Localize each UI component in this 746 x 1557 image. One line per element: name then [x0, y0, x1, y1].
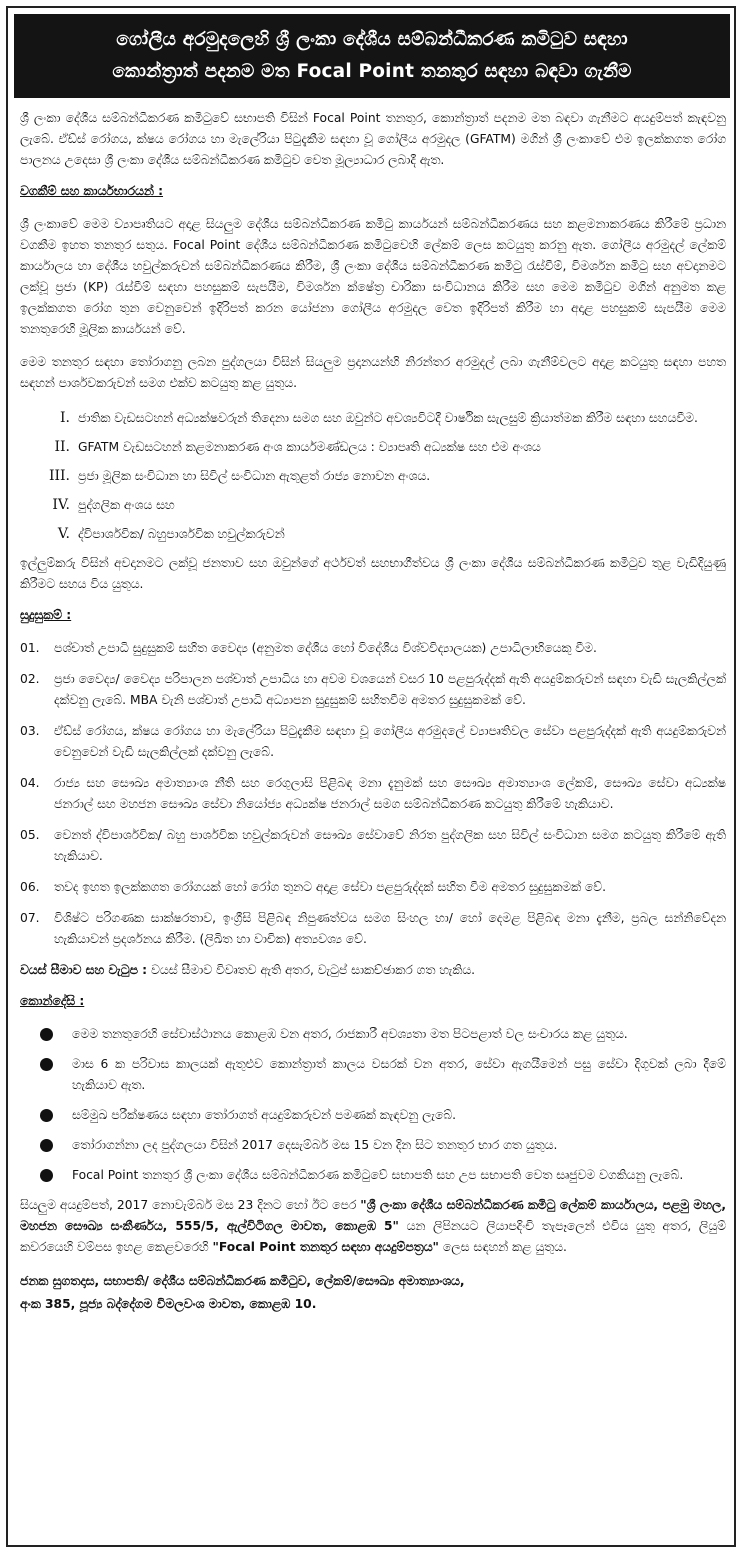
- bullet-icon: [40, 1169, 53, 1182]
- list-number: 01.: [20, 641, 40, 655]
- duties-paragraph-3: ඉල්ලුම්කරු විසින් අවදානමට ලක්වූ ජනතාව සහ ඔවුන්ගේ අර්ථවත් සහභාගීත්වය ශ්‍රී ලංකා දේශීය සම්බන්ධීකරණ කමිටුව තුළ වැඩිදියුණු කිරීමට සහය විය යුතුය.: [20, 556, 726, 591]
- closing-text-2: යන ලිපිනයට ලියාපදිංචි තැපෑලෙන් එවිය යුතු අතර, ලියුම් කවරයෙහි වම්පස ඉහළ කෙළවරෙහි: [20, 1219, 726, 1254]
- duties-heading: වගකීම් සහ කාර්යභාරයන් :: [20, 184, 164, 198]
- age-salary-line: [20, 960, 726, 981]
- list-text: GFATM වැඩසටහන් කළමනාකරණ අංශ කාර්යමණ්ඩලය : ව්‍යාපෘති අධ්‍යක්ෂ සහ එම අංශය: [78, 440, 541, 454]
- list-item: [20, 1054, 726, 1096]
- list-item: [20, 908, 726, 950]
- qualifications-heading: සුදුසුකම් :: [20, 608, 72, 622]
- advertisement-body: [20, 108, 726, 1316]
- list-item: [20, 1165, 726, 1186]
- list-text: ප්‍රජා වෛද්‍ය/ වෛද්‍ය පරිපාලන පශ්චාත් උපාධිය හා අවම වශයෙන් වසර 10 පළපුරුද්දක් ඇති අයදුම්කරුවන් සඳහා වැඩි සැලකිල්ලක් දක්වනු ලැබේ. MBA වැනි පශ්චාත් උපාධි අධ්‍යාපන සුදුසුකම් සහිතවීම අමතර සුදුසුකමක් වේ.: [54, 672, 726, 707]
- list-text: සම්මුඛ පරීක්ෂණය සඳහා තෝරාගත් අයදුම්කරුවන් පමණක් කැඳවනු ලැබේ.: [72, 1108, 457, 1122]
- list-number: 07.: [20, 911, 40, 925]
- closing-text-3: ලෙස සඳහන් කළ යුතුය.: [438, 1240, 567, 1254]
- age-text: වයස් සීමාව විවෘතව ඇති අතර, වැටුප් සාකච්ඡාකර ගත හැකිය.: [151, 963, 476, 977]
- list-number: IV.: [52, 497, 70, 513]
- conditions-heading: කොන්දේසි :: [20, 994, 85, 1008]
- list-item: [20, 524, 726, 545]
- list-item: [20, 408, 726, 429]
- bullet-icon: [40, 1058, 53, 1071]
- list-item: [20, 437, 726, 458]
- closing-text-1: සියලුම අයදුම්පත්, 2017 නොවැම්බර් මස 23 දිනට හෝ ඊට පෙර: [20, 1198, 361, 1212]
- list-number: II.: [54, 439, 70, 455]
- age-heading: වයස් සීමාව සහ වැටුප :: [20, 963, 148, 977]
- list-number: 04.: [20, 776, 40, 790]
- list-item: [20, 721, 726, 763]
- list-text: ජාතික වැඩසටහන් අධ්‍යක්ෂවරුන් තිදෙනා සමග සහ ඔවුන්ට අවශ්‍යවිටදී වාර්ෂික සැලසුම් ක්‍රියාත්මක කිරීම සඳහා සහයවීම.: [78, 411, 698, 425]
- list-item: [20, 1105, 726, 1126]
- list-item: [20, 1135, 726, 1156]
- intro-paragraph: ශ්‍රී ලංකා දේශීය සම්බන්ධීකරණ කමිටුවේ සභාපති විසින් Focal Point තනතුර, කොන්ත්‍රාත් පදනම මත බඳවා ගැනීමට අයදුම්පත් කැඳවනු ලැබේ. ඒඩ්ස් රෝගය, ක්ෂය රෝගය හා මැලේරියා පිටුදැකීම සඳහා වූ ගෝලීය අරමුදල (GFATM) මගින් ශ්‍රී ලංකාවේ එම ඉලක්කගත රෝග පාලනය උදෙසා ශ්‍රී ලංකා දේශීය සම්බන්ධීකරණ කමිටුව වෙත මූල්‍යාධාර ලබාදී ඇත.: [20, 111, 726, 167]
- list-item: [20, 825, 726, 867]
- list-item: [20, 1024, 726, 1045]
- list-item: [20, 669, 726, 711]
- list-text: වෙනත් ද්විපාර්ශවික/ බහු පාර්ශවික හවුල්කරුවන් සෞඛ්‍ය සේවාවේ නිරත පුද්ගලික සහ සිවිල් සංවිධාන සමග කටයුතු කිරීමේ ඇති හැකියාව.: [54, 828, 726, 863]
- closing-mark: "Focal Point තනතුර සඳහා අයදුම්පත්‍රය": [212, 1240, 439, 1254]
- qualifications-list: [20, 638, 726, 950]
- application-instructions: [20, 1195, 726, 1258]
- bullet-icon: [40, 1109, 53, 1122]
- signatory-line-2: අංක 385, පූජ්‍ය බද්දේගම විමලවංශ මාවත, කොළඹ 10.: [20, 1297, 317, 1311]
- list-text: පුද්ගලික අංශය සහ: [78, 498, 175, 512]
- list-number: 03.: [20, 724, 40, 738]
- list-item: [20, 466, 726, 487]
- page-title-banner: [14, 14, 730, 98]
- list-number: V.: [57, 526, 70, 542]
- list-text: මාස 6 ක පරිවාස කාලයක් ඇතුළුව කොන්ත්‍රාත් කාලය වසරක් වන අතර, සේවා ඇගයීමෙන් පසු සේවා දිගුවක් ලබා දීමේ හැකියාව ඇත.: [72, 1057, 726, 1092]
- list-number: I.: [60, 410, 70, 426]
- list-text: තෝරාගන්නා ලද පුද්ගලයා විසින් 2017 දෙසැම්බර් මස 15 වන දින සිට තනතුර භාර ගත යුතුය.: [72, 1138, 558, 1152]
- list-text: තවද ඉහත ඉලක්කගත රෝගයක් හෝ රෝග තුනට අදාළ සේවා පළපුරුද්දක් සහිත වීම අමතර සුදුසුකමක් වේ.: [54, 880, 607, 894]
- list-text: Focal Point තනතුර ශ්‍රී ලංකා දේශීය සම්බන්ධීකරණ කමිටුවේ සභාපති සහ උප සභාපති වෙත සෘජුවම වගකියනු ලැබේ.: [72, 1168, 684, 1182]
- title-line-2: කොන්ත්‍රාත් පදනම මත Focal Point තනතුර සඳහා බඳවා ගැනීම: [112, 61, 632, 82]
- list-text: ප්‍රජා මූලික සංවිධාන හා සිවිල් සංවිධාන ඇතුළත් රාජ්‍ය නොවන අංශය.: [78, 469, 431, 483]
- signature-block: [20, 1270, 726, 1316]
- list-number: III.: [48, 468, 70, 484]
- list-number: 05.: [20, 828, 40, 842]
- bullet-icon: [40, 1028, 53, 1041]
- list-text: ඒඩ්ස් රෝගය, ක්ෂය රෝගය හා මැලේරියා පිටුදැකීම සඳහා වූ ගෝලීය අරමුදලේ ව්‍යාපෘතිවල සේවා පළපුරුද්දක් ඇති අයදුම්කරුවන් වෙනුවෙන් වැඩි සැලකිල්ලක් දක්වනු ලැබේ.: [54, 724, 726, 759]
- signatory-line-1: ජනක සුගතදාස, සභාපති/ දේශීය සම්බන්ධීකරණ කමිටුව, ලේකම්/සෞඛ්‍ය අමාත්‍යාංශය,: [20, 1274, 465, 1288]
- list-item: [20, 773, 726, 815]
- list-number: 02.: [20, 672, 40, 686]
- list-text: රාජ්‍ය සහ සෞඛ්‍ය අමාත්‍යාංශ නීති සහ රෙගුලාසි පිළිබඳ මනා දැනුමක් සහ සෞඛ්‍ය අමාත්‍යාංශ ලේකම්, සෞඛ්‍ය සේවා අධ්‍යක්ෂ ජනරාල් සහ මහජන සෞඛ්‍ය සේවා නියෝජ්‍ය අධ්‍යක්ෂ ජනරාල් සමග සම්බන්ධීකරණ කටයුතු කිරීමේ හැකියාව.: [54, 776, 726, 811]
- stakeholder-list: [20, 408, 726, 545]
- list-item: [20, 877, 726, 898]
- list-text: මෙම තනතුරෙහි සේවාස්ථානය කොළඹ වන අතර, රාජකාරී අවශ්‍යතා මත පිටපළාත් වල සංචාරය කළ යුතුය.: [72, 1027, 628, 1041]
- closing-address: "ශ්‍රී ලංකා දේශීය සම්බන්ධීකරණ කමිටු ලේකම් කාර්යාලය, පළමු මහල, මහජන සෞඛ්‍ය සංකීර්ණය, 555/5, ඇල්විටිගල මාවත, කොළඹ 5": [20, 1198, 726, 1233]
- conditions-list: [20, 1024, 726, 1186]
- list-item: [20, 638, 726, 659]
- duties-paragraph-1: ශ්‍රී ලංකාවේ මෙම ව්‍යාපෘතියට අදාළ සියලුම දේශීය සම්බන්ධීකරණ කමිටු කාර්යයන් සම්බන්ධීකරණය සහ කළමනාකරණය කිරීමේ ප්‍රධාන වගකීම ඉහත තනතුර සතුය. Focal Point දේශීය සම්බන්ධීකරණ කමිටුවෙහි ලේකම් ලෙස කටයුතු කරනු ඇත. ගෝලීය අරමුදල් ලේකම් කාර්යාලය හා දේශීය හවුල්කරුවන් සම්බන්ධීකරණය කිරීම, ශ්‍රී ලංකා දේශීය සම්බන්ධීකරණ කමිටු රැස්වීම්, විමර්ශන කමිටු සහ අවදානමට ලක්වූ ප්‍රජා (KP) රැස්වීම් සඳහා පහසුකම් සැපයීම, විමර්ශන ක්ෂේත්‍ර චාරිකා සංවිධානය කිරීම සහ මෙම කමිටුව මගින් අනුමත කළ ඉලක්කගත රෝග තුන වෙනුවෙන් ඉදිරිපත් කරන යෝජනා ගෝලීය අරමුදල වෙත ඉදිරිපත් කිරීම හා අදාළ පහසුකම් සැපයීම මෙම තනතුරෙහි මූලික කාර්යයන් වේ.: [20, 217, 726, 336]
- duties-paragraph-2: මෙම තනතුර සඳහා තෝරාගනු ලබන පුද්ගලයා විසින් සියලුම ප්‍රදානයන්හි නිරන්තර අරමුදල් ලබා ගැනීම්වලට අදාළ කටයුතු සඳහා පහත සඳහන් පාර්ශවකරුවන් සමග එක්ව කටයුතු කළ යුතුය.: [20, 355, 726, 390]
- list-number: 06.: [20, 880, 40, 894]
- title-line-1: ගෝලීය අරමුදලෙහි ශ්‍රී ලංකා දේශීය සම්බන්ධීකරණ කමිටුව සඳහා: [116, 29, 628, 50]
- list-text: පශ්චාත් උපාධි සුදුසුකම් සහිත වෛද්‍ය (අනුමත දේශීය හෝ විදේශීය විශ්වවිද්‍යාලයක) උපාධිලාභියෙකු වීම.: [54, 641, 597, 655]
- list-text: විශිෂ්ට පරිගණක සාක්ෂරතාව, ඉංග්‍රීසි පිළිබඳ නිපුණත්වය සමග සිංහල හා/ හෝ දෙමළ පිළිබඳ මනා දැනීම, ප්‍රබල සන්නිවේදන හැකියාවන් ප්‍රදර්ශනය කිරීම. (ලිඛිත හා වාචික) අත්‍යවශ්‍ය වේ.: [54, 911, 726, 946]
- bullet-icon: [40, 1139, 53, 1152]
- list-item: [20, 495, 726, 516]
- list-text: ද්විපාර්ශවික/ බහුපාර්ශවික හවුල්කරුවන්: [78, 527, 285, 541]
